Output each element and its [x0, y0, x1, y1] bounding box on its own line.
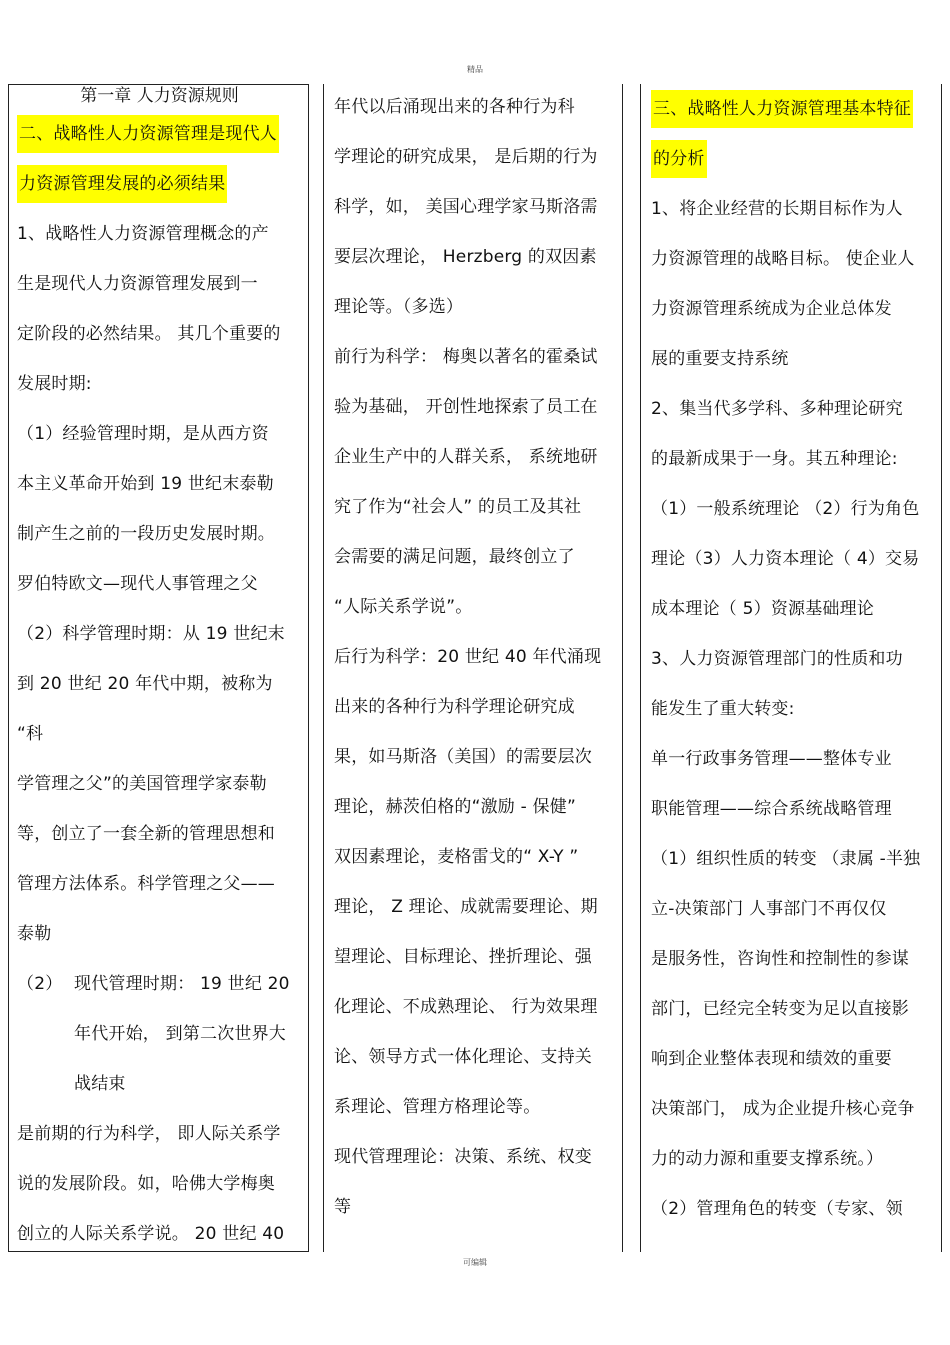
text-line: 年代以后涌现出来的各种行为科 — [334, 97, 575, 117]
text-line: “科 — [17, 724, 44, 744]
text-line: “人际关系学说”。 — [334, 597, 473, 617]
text-line: （1）经验管理时期，是从西方资 — [17, 424, 269, 444]
text-line: 学管理之父”的美国管理学家泰勒 — [17, 774, 267, 794]
highlighted-heading: 的分析 — [651, 140, 707, 178]
text-line: 现代管理时期： 19 世纪 20 — [74, 974, 290, 994]
text-line: 要层次理论， Herzberg 的双因素 — [334, 247, 597, 267]
text-line: 立-决策部门 人事部门不再仅仅 — [651, 899, 887, 919]
text-line: 1、战略性人力资源管理概念的产 — [17, 224, 269, 244]
text-line: 力资源管理的战略目标。 使企业人 — [651, 249, 915, 269]
text-line: 果，如马斯洛（美国）的需要层次 — [334, 747, 592, 767]
text-line: 是服务性，咨询性和控制性的参谋 — [651, 949, 909, 969]
text-line: （2）管理角色的转变（专家、领 — [651, 1199, 903, 1219]
page-header: 精品 — [467, 65, 483, 74]
section-heading-line — [651, 134, 937, 184]
column-3 — [640, 84, 942, 1252]
text-line: 系理论、管理方格理论等。 — [334, 1097, 541, 1117]
text-line: 1、将企业经营的长期目标作为人 — [651, 199, 903, 219]
section-heading-line — [17, 159, 302, 209]
page-footer: 可编辑 — [463, 1258, 487, 1267]
text-line: 等，创立了一套全新的管理思想和 — [17, 824, 275, 844]
text-line: 化理论、不成熟理论、 行为效果理 — [334, 997, 598, 1017]
text-line: 论、领导方式一体化理论、支持关 — [334, 1047, 592, 1067]
chapter-title: 第一章 人力资源规则 — [80, 86, 239, 106]
text-line: 到 20 世纪 20 年代中期，被称为 — [17, 674, 273, 694]
section-heading-line — [17, 109, 302, 159]
text-line: 是前期的行为科学， 即人际关系学 — [17, 1124, 281, 1144]
text-line: 展的重要支持系统 — [651, 349, 789, 369]
text-line: 罗伯特欧文—现代人事管理之父 — [17, 574, 258, 594]
text-line: （2）科学管理时期：从 19 世纪末 — [17, 624, 285, 644]
highlighted-heading: 二、战略性人力资源管理是现代人 — [17, 115, 279, 153]
text-line: 理论， Z 理论、成就需要理论、期 — [334, 897, 598, 917]
text-line: 究了作为“社会人” 的员工及其社 — [334, 497, 582, 517]
text-line: 响到企业整体表现和绩效的重要 — [651, 1049, 892, 1069]
text-line: 能发生了重大转变: — [651, 699, 795, 719]
text-line: 前行为科学： 梅奥以著名的霍桑试 — [334, 347, 598, 367]
list-marker: （2） — [17, 974, 63, 994]
text-line: 3、人力资源管理部门的性质和功 — [651, 649, 903, 669]
text-line: 说的发展阶段。如，哈佛大学梅奥 — [17, 1174, 275, 1194]
text-line: 职能管理——综合系统战略管理 — [651, 799, 892, 819]
text-line: 的最新成果于一身。其五种理论: — [651, 449, 898, 469]
text-line: 验为基础， 开创性地探索了员工在 — [334, 397, 598, 417]
text-line: 现代管理理论：决策、系统、权变 — [334, 1147, 592, 1167]
text-line: 学理论的研究成果， 是后期的行为 — [334, 147, 598, 167]
text-line: 望理论、目标理论、挫折理论、强 — [334, 947, 592, 967]
text-line: 等 — [334, 1197, 352, 1217]
text-line: （1）一般系统理论 （2）行为角色 — [651, 499, 920, 519]
text-line: 成本理论（ 5）资源基础理论 — [651, 599, 875, 619]
text-line: 2、集当代多学科、多种理论研究 — [651, 399, 903, 419]
text-line: 部门，已经完全转变为足以直接影 — [651, 999, 909, 1019]
text-line: 企业生产中的人群关系， 系统地研 — [334, 447, 598, 467]
text-line: 生是现代人力资源管理发展到一 — [17, 274, 258, 294]
section-heading-line — [651, 84, 937, 134]
text-line: 后行为科学：20 世纪 40 年代涌现 — [334, 647, 602, 667]
text-line: 科学，如， 美国心理学家马斯洛需 — [334, 197, 598, 217]
text-line: 单一行政事务管理——整体专业 — [651, 749, 892, 769]
text-line: 会需要的满足问题，最终创立了 — [334, 547, 575, 567]
text-line: 战结束 — [74, 1074, 126, 1094]
text-line: 本主义革命开始到 19 世纪末泰勒 — [17, 474, 274, 494]
column-1 — [8, 84, 309, 1252]
text-line: 制产生之前的一段历史发展时期。 — [17, 524, 275, 544]
text-line: 理论等。（多选） — [334, 297, 464, 317]
text-line: 双因素理论，麦格雷戈的“ X-Y ” — [334, 847, 579, 867]
column-2 — [323, 84, 623, 1252]
text-line: 创立的人际关系学说。 20 世纪 40 — [17, 1224, 285, 1244]
text-line: 年代开始， 到第二次世界大 — [74, 1024, 287, 1044]
highlighted-heading: 三、战略性人力资源管理基本特征 — [651, 90, 913, 128]
text-line: 力的动力源和重要支撑系统。） — [651, 1149, 884, 1169]
list-item-3 — [17, 959, 302, 1009]
text-line: 出来的各种行为科学理论研究成 — [334, 697, 575, 717]
text-line: 理论，赫茨伯格的“激励 - 保健” — [334, 797, 576, 817]
text-line: 发展时期: — [17, 374, 92, 394]
text-line: 管理方法体系。科学管理之父—— — [17, 874, 275, 894]
text-line: （1）组织性质的转变 （隶属 -半独 — [651, 849, 921, 869]
text-line: 决策部门， 成为企业提升核心竞争 — [651, 1099, 915, 1119]
text-line: 定阶段的必然结果。 其几个重要的 — [17, 324, 281, 344]
highlighted-heading: 力资源管理发展的必须结果 — [17, 165, 227, 203]
text-line: 力资源管理系统成为企业总体发 — [651, 299, 892, 319]
text-line: 泰勒 — [17, 924, 52, 944]
text-line: 理论（3）人力资本理论（ 4）交易 — [651, 549, 920, 569]
